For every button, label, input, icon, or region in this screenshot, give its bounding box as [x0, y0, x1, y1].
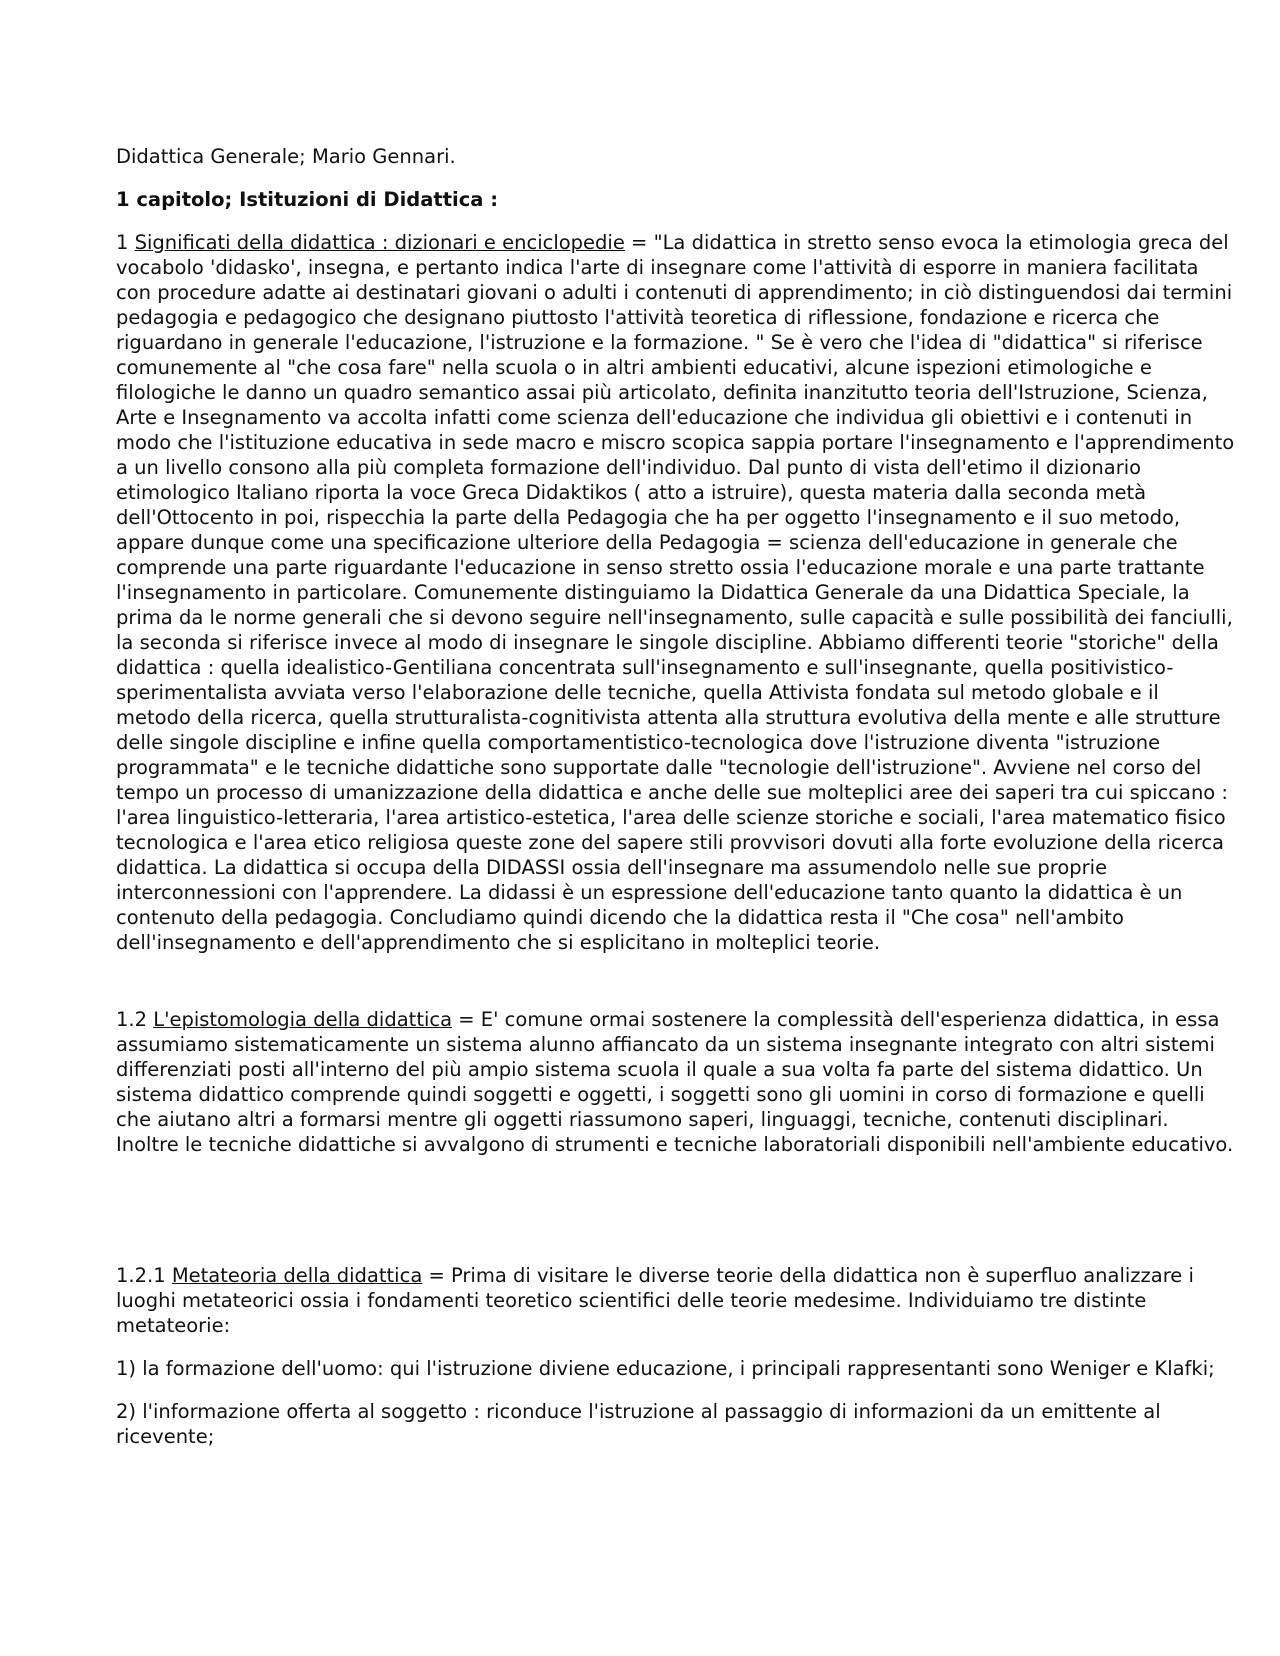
section-paragraph	[116, 1263, 1236, 1338]
section-body: = Prima di visitare le diverse teorie della didattica non è superfluo analizzare i luoghi metateorici ossia i fondamenti teoretico scientifici delle teorie medesime. Individuiamo tre distinte metateorie:	[116, 1264, 1194, 1337]
document-body	[116, 144, 1236, 1449]
section-heading: Metateoria della didattica	[171, 1264, 423, 1287]
section-paragraph	[116, 230, 1236, 955]
section-body: = E' comune ormai sostenere la complessità dell'esperienza didattica, in essa assumiamo sistematicamente un sistema alunno affiancato da un sistema insegnante integrato con altri sistemi differenziati posti all'interno del più ampio sistema scuola il quale a sua volta fa parte del sistema didattico. Un sistema didattico comprende quindi soggetti e oggetti, i soggetti sono gli uomini in corso di formazione e quelli che aiutano altri a formarsi mentre gli oggetti riassumono saperi, linguaggi, tecniche, contenuti disciplinari. Inoltre le tecniche didattiche si avvalgono di strumenti e tecniche laboratoriali disponibili nell'ambiente educativo.	[116, 1008, 1234, 1156]
document-title: Didattica Generale; Mario Gennari.	[116, 145, 456, 168]
section-paragraph	[116, 1007, 1236, 1157]
section-number: 1.2	[116, 1008, 154, 1031]
section-number: 1	[116, 231, 135, 254]
chapter-heading: 1 capitolo; Istituzioni di Didattica :	[116, 188, 499, 211]
list-item: 1) la formazione dell'uomo: qui l'istruzione diviene educazione, i principali rappresentanti sono Weniger e Klafki;	[116, 1357, 1215, 1380]
section-number: 1.2.1	[116, 1264, 172, 1287]
list-item: 2) l'informazione offerta al soggetto : riconduce l'istruzione al passaggio di informazioni da un emittente al ricevente;	[116, 1400, 1161, 1448]
section-heading: Significati della didattica : dizionari e enciclopedie	[134, 231, 625, 254]
section-heading: L'epistomologia della didattica	[153, 1008, 453, 1031]
section-body: = "La didattica in stretto senso evoca la etimologia greca del vocabolo 'didasko', insegna, e pertanto indica l'arte di insegnare come l'attività di esporre in maniera facilitata con procedure adatte ai destinatari giovani o adulti i contenuti di apprendimento; in ciò distinguendosi dai termini pedagogia e pedagogico che designano piuttosto l'attività teoretica di riflessione, fondazione e ricerca che riguardano in generale l'educazione, l'istruzione e la formazione. " Se è vero che l'idea di "didattica" si riferisce comunemente al "che cosa fare" nella scuola o in altri ambienti educativi, alcune ispezioni etimologiche e filologiche le danno un quadro semantico assai più articolato, definita inanzitutto teoria dell'Istruzione, Scienza, Arte e Insegnamento va accolta infatti come scienza dell'educazione che individua gli obiettivi e i contenuti in modo che l'istituzione educativa in sede macro e miscro scopica sappia portare l'insegnamento e l'apprendimento a un livello consono alla più completa formazione dell'individuo. Dal punto di vista dell'etimo il dizionario etimologico Italiano riporta la voce Greca Didaktikos ( atto a istruire), questa materia dalla seconda metà dell'Ottocento in poi, rispecchia la parte della Pedagogia che ha per oggetto l'insegnamento e il suo metodo, appare dunque come una specificazione ulteriore della Pedagogia = scienza dell'educazione in generale che comprende una parte riguardante l'educazione in senso stretto ossia l'educazione morale e una parte trattante l'insegnamento in particolare. Comunemente distinguiamo la Didattica Generale da una Didattica Speciale, la prima da le norme generali che si devono seguire nell'insegnamento, sulle capacità e sulle possibilità dei fanciulli, la seconda si riferisce invece al modo di insegnare le singole discipline. Abbiamo differenti teorie "storiche" della didattica : quella idealistico-Gentiliana concentrata sull'insegnamento e sull'insegnante, quella positivistico-sperimentalista avviata verso l'elaborazione delle tecniche, quella Attivista fondata sul metodo globale e il metodo della ricerca, quella strutturalista-cognitivista attenta alla struttura evolutiva della mente e alle strutture delle singole discipline e infine quella comportamentistico-tecnologica dove l'istruzione diventa "istruzione programmata" e le tecniche didattiche sono supportate dalle "tecnologie dell'istruzione". Avviene nel corso del tempo un processo di umanizzazione della didattica e anche delle sue molteplici aree dei saperi tra cui spiccano : l'area linguistico-letteraria, l'area artistico-estetica, l'area delle scienze storiche e sociali, l'area matematico fisico tecnologica e l'area etico religiosa queste zone del sapere stili provvisori dovuti alla forte evoluzione della ricerca didattica. La didattica si occupa della DIDASSI ossia dell'insegnare ma assumendolo nelle sue proprie interconnessioni con l'apprendere. La didassi è un espressione dell'educazione tanto quanto la didattica è un contenuto della pedagogia. Concludiamo quindi dicendo che la didattica resta il "Che cosa" nell'ambito dell'insegnamento e dell'apprendimento che si esplicitano in molteplici teorie.	[116, 231, 1235, 954]
